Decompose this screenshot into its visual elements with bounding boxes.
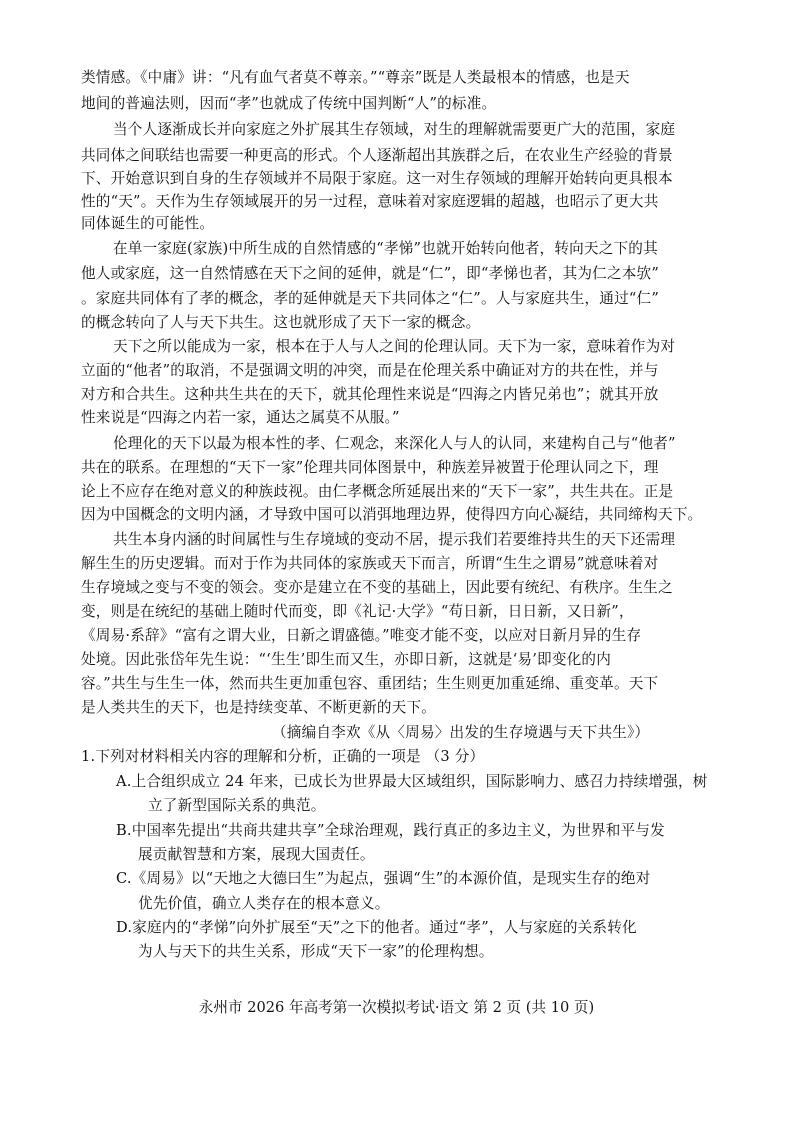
passage-line: 论上不应存在绝对意义的种族歧视。由仁孝概念所延展出来的“天下一家”，共生共在。正是 <box>81 483 674 500</box>
passage-line: 地间的普遍法则，因而“孝”也就成了传统中国判断“人”的标准。 <box>81 95 497 112</box>
passage-line: 下、开始意识到自身的生存领域并不局限于家庭。这一对生存领域的理解开始转向更具根本 <box>81 170 673 187</box>
source-attribution: （摘编自李欢《从〈周易〉出发的生存境遇与天下共生》） <box>272 724 650 741</box>
passage-line: 共生本身内涵的时间属性与生存境域的变动不居，提示我们若要维持共生的天下还需理 <box>113 531 676 548</box>
passage-line: 处境。因此张岱年先生说：“‘生生’即生而又生，亦即日新，这就是‘易’即变化的内 <box>81 651 612 668</box>
passage-line: 在单一家庭(家族)中所生成的自然情感的“孝悌”也就开始转向他者，转向天之下的其 <box>113 240 658 257</box>
passage-line: 立面的“他者”的取消，不是强调文明的冲突，而是在伦理关系中确证对方的共在性，并与 <box>81 362 659 379</box>
question-stem: 1.下列对材料相关内容的理解和分析，正确的一项是 （3 分） <box>81 748 485 765</box>
passage-line: 是人类共生的天下，也是持续变革、不断更新的天下。 <box>81 699 437 716</box>
option-b-cont: 展贡献智慧和方案，展现大国责任。 <box>138 846 375 863</box>
passage-line: 共同体之间联结也需要一种更高的形式。个人逐渐超出其族群之后，在农业生产经验的背景 <box>81 147 673 164</box>
passage-line: 的概念转向了人与天下共生。这也就形成了天下一家的概念。 <box>81 314 481 331</box>
passage-line: 生存境域之变与不变的领会。变亦是建立在不变的基础上，因此要有统纪、有秩序。生生之 <box>81 579 673 596</box>
option-c: C.《周易》以“天地之大德曰生”为起点，强调“生”的本源价值，是现实生存的绝对 <box>116 870 651 887</box>
passage-line: 对方和合共生。这种共生共在的天下，就其伦理性来说是“四海之内皆兄弟也”；就其开放 <box>81 386 659 403</box>
passage-line: 。家庭共同体有了孝的概念，孝的延伸就是天下共同体之“仁”。人与家庭共生，通过“仁” <box>81 290 660 307</box>
passage-line: 变，则是在统纪的基础上随时代而变，即《礼记·大学》“苟日新，日日新，又日新”， <box>81 603 634 620</box>
option-a: A.上合组织成立 24 年来，已成长为世界最大区域组织，国际影响力、感召力持续增强，树 <box>116 773 708 790</box>
passage-line: 解生生的历史逻辑。而对于作为共同体的家族或天下而言，所谓“生生之谓易”就意味着对 <box>81 555 659 572</box>
passage-line: 同体诞生的可能性。 <box>81 215 215 232</box>
passage-line: 当个人逐渐成长并向家庭之外扩展其生存领域，对生的理解就需要更广大的范围，家庭 <box>113 121 676 138</box>
passage-line: 性的“天”。天作为生存领域展开的另一过程，意味着对家庭逻辑的超越，也昭示了更大共 <box>81 193 659 210</box>
option-d: D.家庭内的“孝悌”向外扩展至“天”之下的他者。通过“孝”，人与家庭的关系转化 <box>116 919 637 936</box>
option-b: B.中国率先提出“共商共建共享”全球治理观，践行真正的多边主义，为世界和平与发 <box>116 822 665 839</box>
passage-line: 《周易·系辞》“富有之谓大业，日新之谓盛德。”唯变才能不变，以应对日新月异的生存 <box>81 627 642 644</box>
passage-line: 容。”共生与生生一体，然而共生更加重包容、重团结；生生则更加重延绵、重变革。天下 <box>81 675 659 692</box>
option-c-cont: 优先价值，确立人类存在的根本意义。 <box>138 895 390 912</box>
passage-line: 共在的联系。在理想的“天下一家”伦理共同体图景中，种族差异被置于伦理认同之下，理 <box>81 459 659 476</box>
page-footer: 永州市 2026 年高考第一次模拟考试·语文 第 2 页 (共 10 页) <box>198 999 595 1016</box>
passage-line: 类情感。《中庸》讲：“凡有血气者莫不尊亲。”“尊亲”既是人类最根本的情感，也是天 <box>81 69 630 86</box>
passage-line: 天下之所以能成为一家，根本在于人与人之间的伦理认同。天下为一家，意味着作为对 <box>113 338 676 355</box>
passage-line: 他人或家庭，这一自然情感在天下之间的延伸，就是“仁”，即“孝悌也者，其为仁之本欤” <box>81 265 660 282</box>
passage-line: 因为中国概念的文明内涵，才导致中国可以消弭地理边界，使得四方向心凝结，共同缔构天下。 <box>81 506 703 523</box>
passage-line: 伦理化的天下以最为根本性的孝、仁观念，来深化人与人的认同，来建构自己与“他者” <box>113 435 676 452</box>
passage-line: 性来说是“四海之内若一家，通达之属莫不从服。” <box>81 409 400 426</box>
option-d-cont: 为人与天下的共生关系，形成“天下一家”的伦理构想。 <box>138 943 494 960</box>
option-a-cont: 立了新型国际关系的典范。 <box>148 797 326 814</box>
